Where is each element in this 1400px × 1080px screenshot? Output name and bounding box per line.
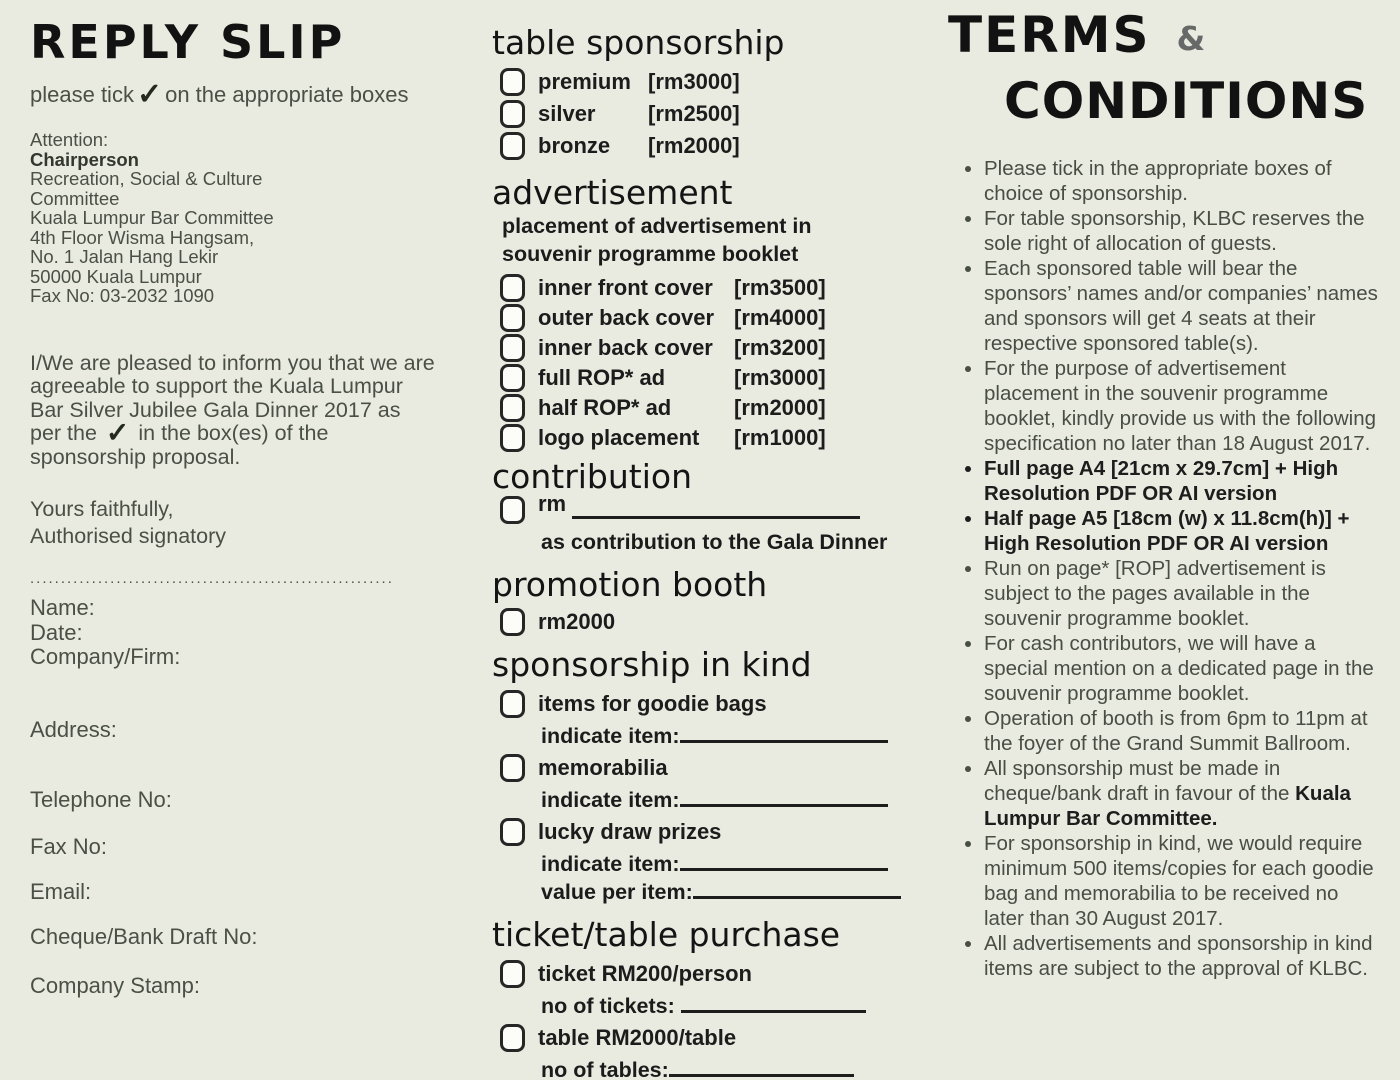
attention-name: Chairperson: [30, 148, 139, 170]
checkbox-promotion-booth[interactable]: [500, 608, 525, 636]
terms-bullet: • Full page A4 [21cm x 29.7cm] + High Resolution PDF OR AI version: [984, 456, 1384, 506]
acceptance-text-post: in the box(es) of the sponsorship proposal.: [30, 421, 329, 469]
field-label-company-firm: Company/Firm:: [30, 644, 181, 669]
closing-line-1: Yours faithfully,: [30, 497, 174, 521]
field-label-address: Address:: [30, 716, 117, 742]
option-row: [500, 754, 924, 782]
contribution-note: as contribution to the Gala Dinner: [541, 530, 888, 554]
option-price: [rm3200]: [734, 335, 826, 360]
sponsorship-form-section: [492, 24, 924, 1080]
option-row: [500, 334, 924, 362]
option-price: [rm4000]: [734, 305, 826, 330]
acceptance-paragraph: [30, 352, 435, 470]
closing-block: [30, 496, 438, 550]
fill-in-label: no of tickets:: [541, 994, 681, 1018]
fill-in-line[interactable]: [681, 996, 866, 1013]
option-label: table RM2000/table: [538, 1025, 737, 1050]
option-price: [rm3000]: [734, 365, 826, 390]
contribution-rm-label: rm: [538, 491, 567, 516]
fill-in-line[interactable]: [680, 726, 888, 743]
checkbox-contribution[interactable]: [500, 496, 525, 524]
option-price: [rm2000]: [734, 395, 826, 420]
fill-in-field: [541, 878, 924, 906]
option-row: [500, 304, 924, 332]
option-label: lucky draw prizes: [538, 819, 722, 844]
fill-in-label: value per item:: [541, 880, 693, 904]
field-label-date: Date:: [30, 619, 83, 645]
contribution-amount-line[interactable]: [572, 502, 860, 519]
terms-bullet-bold: Kuala Lumpur Bar Committee.: [984, 782, 1351, 830]
terms-title-word: TERMS: [948, 6, 1151, 64]
advertisement-options: [492, 274, 924, 452]
attention-label: Attention:: [30, 129, 109, 150]
checkbox-logo-placement[interactable]: [500, 424, 525, 452]
checkbox-table-rm2000-table[interactable]: [500, 1024, 525, 1052]
fill-in-label: indicate item:: [541, 852, 680, 876]
field-label-company-stamp: Company Stamp:: [30, 973, 200, 998]
option-label: inner front cover: [538, 275, 713, 300]
option-label: outer back cover: [538, 305, 715, 330]
contribution-option: [500, 491, 924, 524]
conditions-title-word: CONDITIONS: [1004, 72, 1369, 130]
terms-title: [948, 6, 1384, 130]
terms-bullet: • Run on page* [ROP] advertisement is subject to the pages available in the souvenir programme booklet.: [984, 556, 1384, 631]
checkbox-outer-back-cover[interactable]: [500, 304, 525, 332]
fill-in-label: indicate item:: [541, 788, 680, 812]
option-price: [rm2500]: [648, 101, 740, 126]
tick-instruction-pre: please tick: [30, 82, 134, 107]
option-label: full ROP* ad: [538, 365, 666, 390]
terms-bullet: • All advertisements and sponsorship in kind items are subject to the approval of KLBC.: [984, 931, 1384, 981]
checkbox-memorabilia[interactable]: [500, 754, 525, 782]
fill-in-field: [541, 786, 924, 814]
advertisement-subheading-2: souvenir programme booklet: [502, 242, 799, 266]
attention-line: Committee: [30, 187, 120, 209]
fill-in-label: indicate item:: [541, 724, 680, 748]
attention-line: Fax No: 03-2032 1090: [30, 285, 215, 306]
option-row: [500, 100, 924, 128]
terms-bullet: • Half page A5 [18cm (w) x 11.8cm(h)] + High Resolution PDF OR AI version: [984, 506, 1384, 556]
promotion-booth-option: [500, 608, 924, 636]
fill-in-label: no of tables:: [541, 1058, 669, 1080]
terms-bullet: • Please tick in the appropriate boxes of choice of sponsorship.: [984, 156, 1384, 206]
checkbox-bronze[interactable]: [500, 132, 525, 160]
fill-in-field: [541, 992, 924, 1020]
tick-instruction: [30, 78, 438, 111]
fill-in-field: [541, 1056, 924, 1080]
option-label: ticket RM200/person: [538, 961, 752, 986]
field-label-email: Email:: [30, 879, 92, 904]
option-label: premium: [538, 69, 631, 94]
fill-in-line[interactable]: [693, 882, 901, 899]
checkmark-icon: ✓: [105, 417, 130, 448]
reply-slip-title: REPLY SLIP: [30, 15, 346, 69]
checkbox-silver[interactable]: [500, 100, 525, 128]
option-row: [500, 68, 924, 96]
terms-bullet: • For the purpose of advertisement placement in the souvenir programme booklet, kindly provide us with the following specification no later than 18 August 2017.: [984, 356, 1384, 456]
option-row: [500, 690, 924, 718]
field-label-name: Name:: [30, 595, 95, 620]
option-row: [500, 394, 924, 422]
checkbox-premium[interactable]: [500, 68, 525, 96]
attention-line: No. 1 Jalan Hang Lekir: [30, 246, 219, 267]
option-row: [500, 1024, 924, 1052]
reply-slip-section: [30, 16, 438, 999]
attention-address: [30, 169, 438, 306]
terms-bullet: • For sponsorship in kind, we would require minimum 500 items/copies for each goodie bag and memorabilia to be received no later than 30 August 2017.: [984, 831, 1384, 931]
form-fields: [30, 596, 438, 999]
attention-line: 4th Floor Wisma Hangsam,: [30, 226, 255, 248]
checkbox-inner-front-cover[interactable]: [500, 274, 525, 302]
option-row: [500, 960, 924, 988]
closing-line-2: Authorised signatory: [30, 524, 226, 548]
option-row: [500, 818, 924, 846]
table-sponsorship-heading: table sponsorship: [492, 23, 785, 62]
checkbox-inner-back-cover[interactable]: [500, 334, 525, 362]
option-row: [500, 424, 924, 452]
field-label-telephone-no: Telephone No:: [30, 787, 172, 812]
option-row: [500, 364, 924, 392]
option-price: [rm3500]: [734, 275, 826, 300]
option-label: logo placement: [538, 425, 700, 450]
option-label: bronze: [538, 133, 611, 158]
checkbox-lucky-draw-prizes[interactable]: [500, 818, 525, 846]
tick-instruction-post: on the appropriate boxes: [165, 82, 409, 107]
option-row: [500, 132, 924, 160]
contribution-heading: contribution: [492, 457, 692, 496]
advertisement-subheading-1: placement of advertisement in: [502, 214, 812, 238]
option-price: [rm1000]: [734, 425, 826, 450]
fill-in-line[interactable]: [680, 854, 888, 871]
fill-in-line[interactable]: [680, 790, 888, 807]
option-label: memorabilia: [538, 755, 668, 780]
terms-bullet: • Each sponsored table will bear the sponsors’ names and/or companies’ names and sponsors will get 4 seats at their respective sponsored table(s).: [984, 256, 1384, 356]
signature-line[interactable]: ...........................................................: [30, 570, 394, 587]
attention-line: 50000 Kuala Lumpur: [30, 265, 202, 287]
sponsorship-in-kind-options: [492, 690, 924, 906]
option-price: [rm2000]: [648, 133, 740, 158]
promotion-booth-heading: promotion booth: [492, 565, 768, 604]
attention-line: Kuala Lumpur Bar Committee: [30, 207, 274, 228]
terms-bullet: • Operation of booth is from 6pm to 11pm at the foyer of the Grand Summit Ballroom.: [984, 706, 1384, 756]
option-label: rm2000: [538, 609, 616, 634]
fill-in-line[interactable]: [669, 1060, 854, 1077]
terms-section: [948, 6, 1384, 981]
option-label: inner back cover: [538, 335, 713, 360]
ampersand: &: [1176, 19, 1206, 58]
checkbox-full-rop-ad[interactable]: [500, 364, 525, 392]
fill-in-field: [541, 722, 924, 750]
field-label-fax-no: Fax No:: [30, 833, 108, 859]
checkbox-half-rop-ad[interactable]: [500, 394, 525, 422]
acceptance-text-pre: I/We are pleased to inform you that we are agreeable to support the Kuala Lumpur Bar Silver Jubilee Gala Dinner 2017 as per the: [30, 350, 435, 445]
option-label: silver: [538, 101, 596, 126]
sponsorship-in-kind-heading: sponsorship in kind: [492, 645, 812, 684]
terms-bullet: • All sponsorship must be made in cheque/bank draft in favour of the Kuala Lumpur Bar Committee.: [984, 756, 1384, 831]
advertisement-heading: advertisement: [492, 173, 733, 212]
option-label: items for goodie bags: [538, 691, 767, 716]
option-label: half ROP* ad: [538, 395, 672, 420]
ticket-table-options: [492, 960, 924, 1080]
checkbox-items-for-goodie-bags[interactable]: [500, 690, 525, 718]
attention-line: Recreation, Social & Culture: [30, 168, 263, 189]
terms-list: [948, 156, 1384, 981]
table-sponsorship-options: [492, 68, 924, 160]
fill-in-field: [541, 850, 924, 878]
checkmark-icon: ✓: [136, 78, 163, 111]
terms-bullet: • For table sponsorship, KLBC reserves the sole right of allocation of guests.: [984, 206, 1384, 256]
ticket-table-heading: ticket/table purchase: [492, 915, 841, 954]
field-label-cheque-bank-draft-no: Cheque/Bank Draft No:: [30, 923, 258, 949]
option-row: [500, 274, 924, 302]
terms-bullet: • For cash contributors, we will have a special mention on a dedicated page in the souvenir programme booklet.: [984, 631, 1384, 706]
checkbox-ticket-rm200-person[interactable]: [500, 960, 525, 988]
option-price: [rm3000]: [648, 69, 740, 94]
attention-block: [30, 130, 438, 306]
